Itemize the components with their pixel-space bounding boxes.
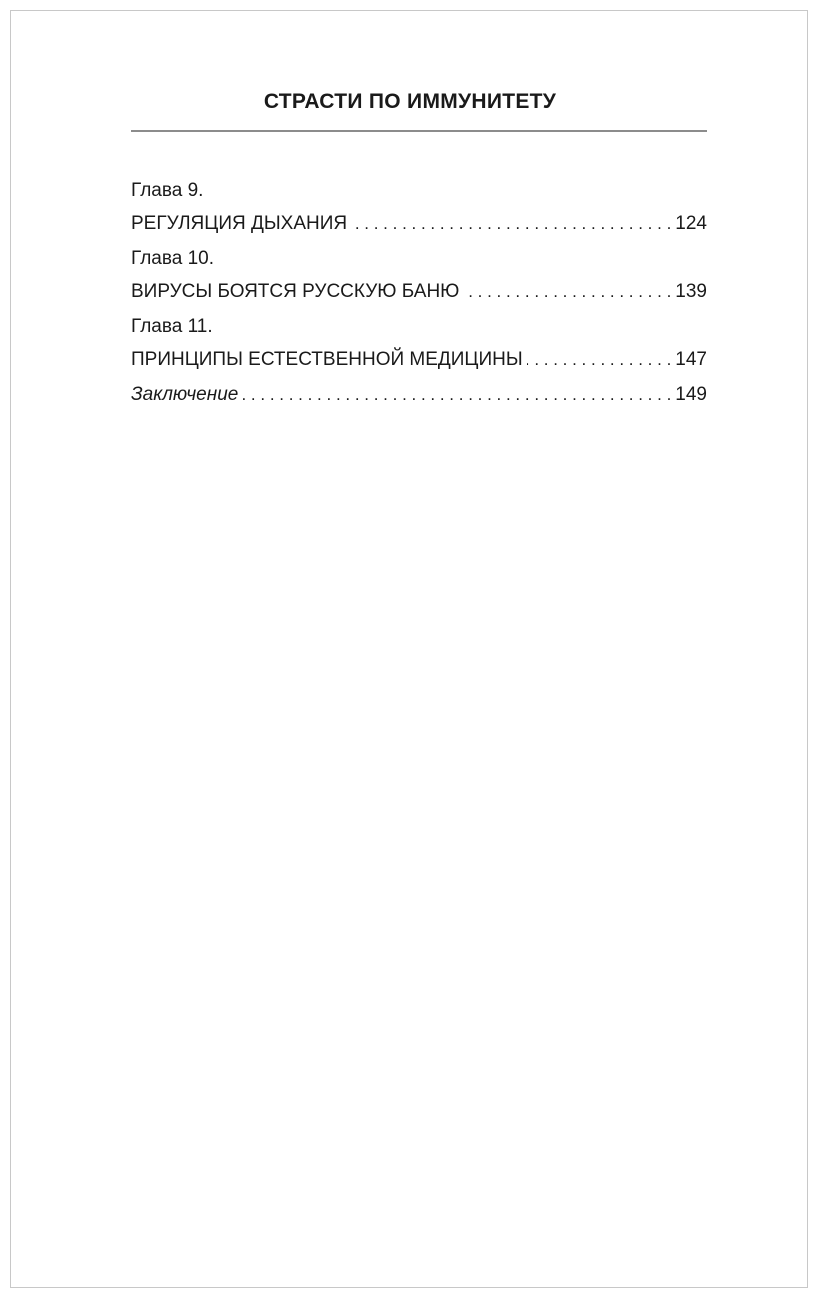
chapter-title: РЕГУЛЯЦИЯ ДЫХАНИЯ [131, 213, 348, 234]
toc-line [131, 275, 707, 308]
conclusion-title: Заключение [131, 384, 239, 405]
dot-leader [463, 275, 671, 308]
toc-line [131, 378, 707, 411]
header-rule [131, 130, 707, 132]
chapter-label: Глава 10. [131, 248, 215, 269]
page-number: 124 [675, 213, 707, 234]
toc-line [131, 207, 707, 240]
toc-entry-chapter-11[interactable] [131, 310, 707, 376]
toc-entry-conclusion[interactable] [131, 378, 707, 411]
chapter-title: ВИРУСЫ БОЯТСЯ РУССКУЮ БАНЮ [131, 281, 460, 302]
page-number: 149 [675, 384, 707, 405]
dot-leader [242, 378, 671, 411]
chapter-title: ПРИНЦИПЫ ЕСТЕСТВЕННОЙ МЕДИЦИНЫ [131, 349, 523, 370]
dot-leader [527, 343, 672, 376]
toc-entry-chapter-10[interactable] [131, 242, 707, 308]
page-number: 147 [675, 349, 707, 370]
toc-entry-chapter-9[interactable] [131, 174, 707, 240]
chapter-label: Глава 11. [131, 316, 213, 337]
toc-line [131, 343, 707, 376]
table-of-contents [131, 174, 707, 413]
running-head: СТРАСТИ ПО ИММУНИТЕТУ [263, 90, 557, 113]
dot-leader [351, 207, 671, 240]
page-number: 139 [675, 281, 707, 302]
chapter-label: Глава 9. [131, 180, 204, 201]
